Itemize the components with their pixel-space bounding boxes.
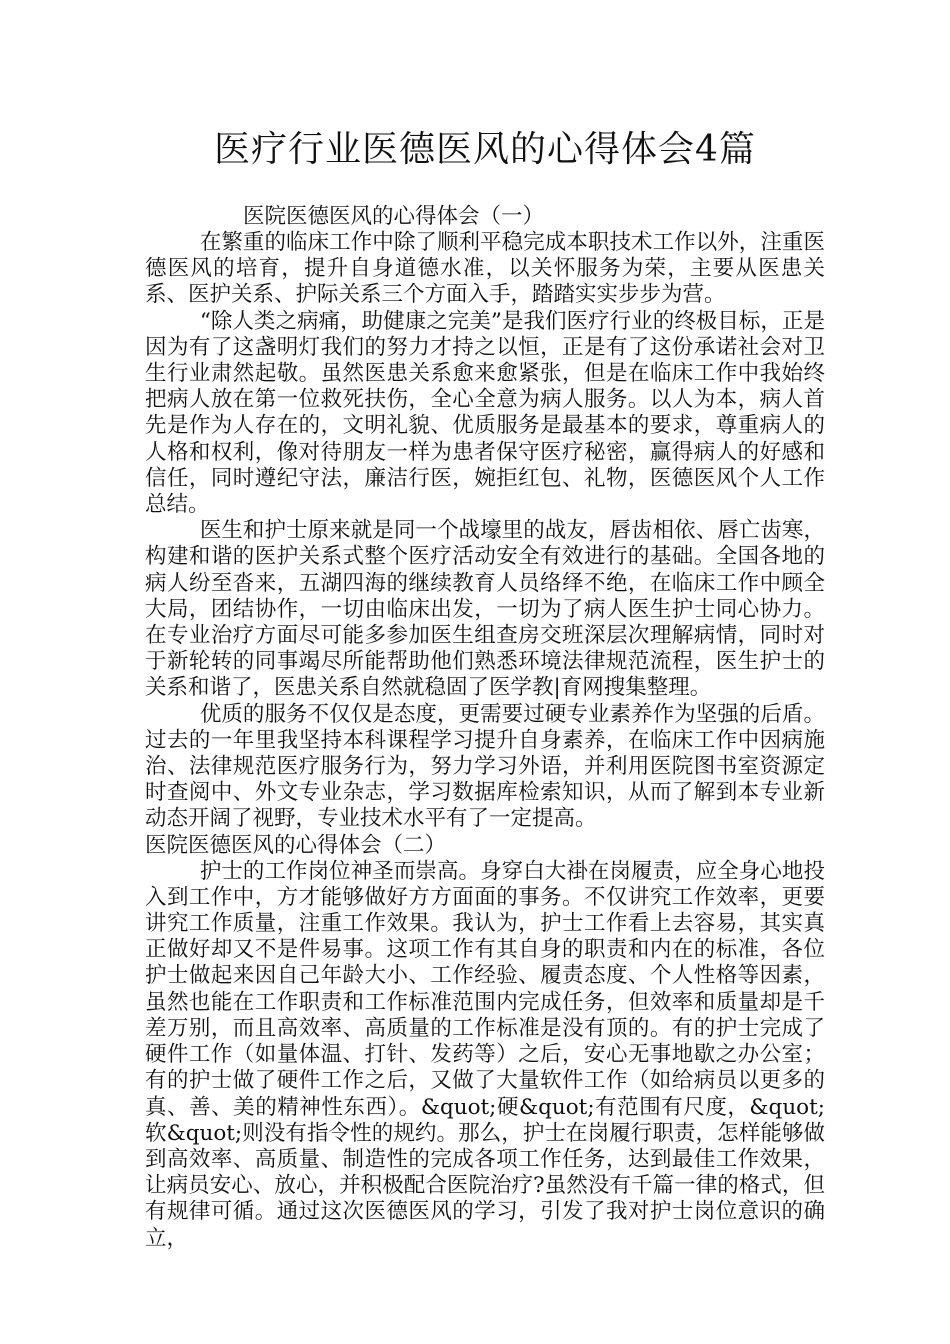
section-heading-1: 医院医德医风的心得体会（一） — [243, 204, 545, 229]
section-2-paragraph-1: 护士的工作岗位神圣而崇高。身穿白大褂在岗履责，应全身心地投入到工作中，方才能够做好方方面面的事务。不仅讲究工作效率，更要讲究工作质量，注重工作效果。我认为，护士工作看上去容易，其实真正做好却又不是件易事。这项工作有其自身的职责和内在的标准，各位护士做起来因自己年龄大小、工作经验、履责态度、个人性格等因素，虽然也能在工作职责和工作标准范围内完成任务，但效率和质量却是千差万别，而且高效率、高质量的工作标准是没有顶的。有的护士完成了硬件工作（如量体温、打针、发药等）之后，安心无事地歇之办公室；有的护士做了硬件工作之后，又做了大量软件工作（如给病员以更多的真、善、美的精神性东西）。&quot;硬&quot;有范围有尺度，&quot;软&quot;则没有指令性的规约。那么，护士在岗履行职责，怎样能够做到高效率、高质量、制造性的完成各项工作任务，达到最佳工作效果，让病员安心、放心，并积极配合医院治疗?虽然没有千篇一律的格式，但有规律可循。通过这次医德医风的学习，引发了我对护士岗位意识的确立， — [145, 858, 825, 1251]
document-page — [145, 120, 825, 1252]
document-title: 医疗行业医德医风的心得体会4篇 — [214, 129, 756, 170]
section-1-paragraph-1: 在繁重的临床工作中除了顺利平稳完成本职技术工作以外，注重医德医风的培育，提升自身道德水准，以关怀服务为荣，主要从医患关系、医护关系、护际关系三个方面入手，踏踏实实步步为营。 — [145, 230, 825, 308]
section-1-paragraph-2: “除人类之病痛，助健康之完美”是我们医疗行业的终极目标，正是因为有了这盏明灯我们的努力才持之以恒，正是有了这份承诺社会对卫生行业肃然起敬。虽然医患关系愈来愈紧张，但是在临床工作中我始终把病人放在第一位救死扶伤，全心全意为病人服务。以人为本，病人首先是作为人存在的，文明礼貌、优质服务是最基本的要求，尊重病人的人格和权利，像对待朋友一样为患者保守医疗秘密，赢得病人的好感和信任，同时遵纪守法，廉洁行医，婉拒红包、礼物，医德医风个人工作总结。 — [145, 308, 825, 518]
section-heading-2: 医院医德医风的心得体会（二） — [145, 832, 447, 858]
section-1-paragraph-4: 优质的服务不仅仅是态度，更需要过硬专业素养作为坚强的后盾。过去的一年里我坚持本科课程学习提升自身素养，在临床工作中因病施治、法律规范医疗服务行为，努力学习外语，并利用医院图书室资源定时查阅中、外文专业杂志，学习数据库检索知识，从而了解到本专业新动态开阔了视野，专业技术水平有了一定提高。 — [145, 701, 825, 832]
section-1-paragraph-3: 医生和护士原来就是同一个战壕里的战友，唇齿相依、唇亡齿寒，构建和谐的医护关系式整个医疗活动安全有效进行的基础。全国各地的病人纷至沓来，五湖四海的继续教育人员络绎不绝，在临床工作中顾全大局，团结协作，一切由临床出发，一切为了病人医生护士同心协力。在专业治疗方面尽可能多参加医生组查房交班深层次理解病情，同时对于新轮转的同事竭尽所能帮助他们熟悉环境法律规范流程，医生护士的关系和谐了，医患关系自然就稳固了医学教|育网搜集整理。 — [145, 518, 825, 701]
